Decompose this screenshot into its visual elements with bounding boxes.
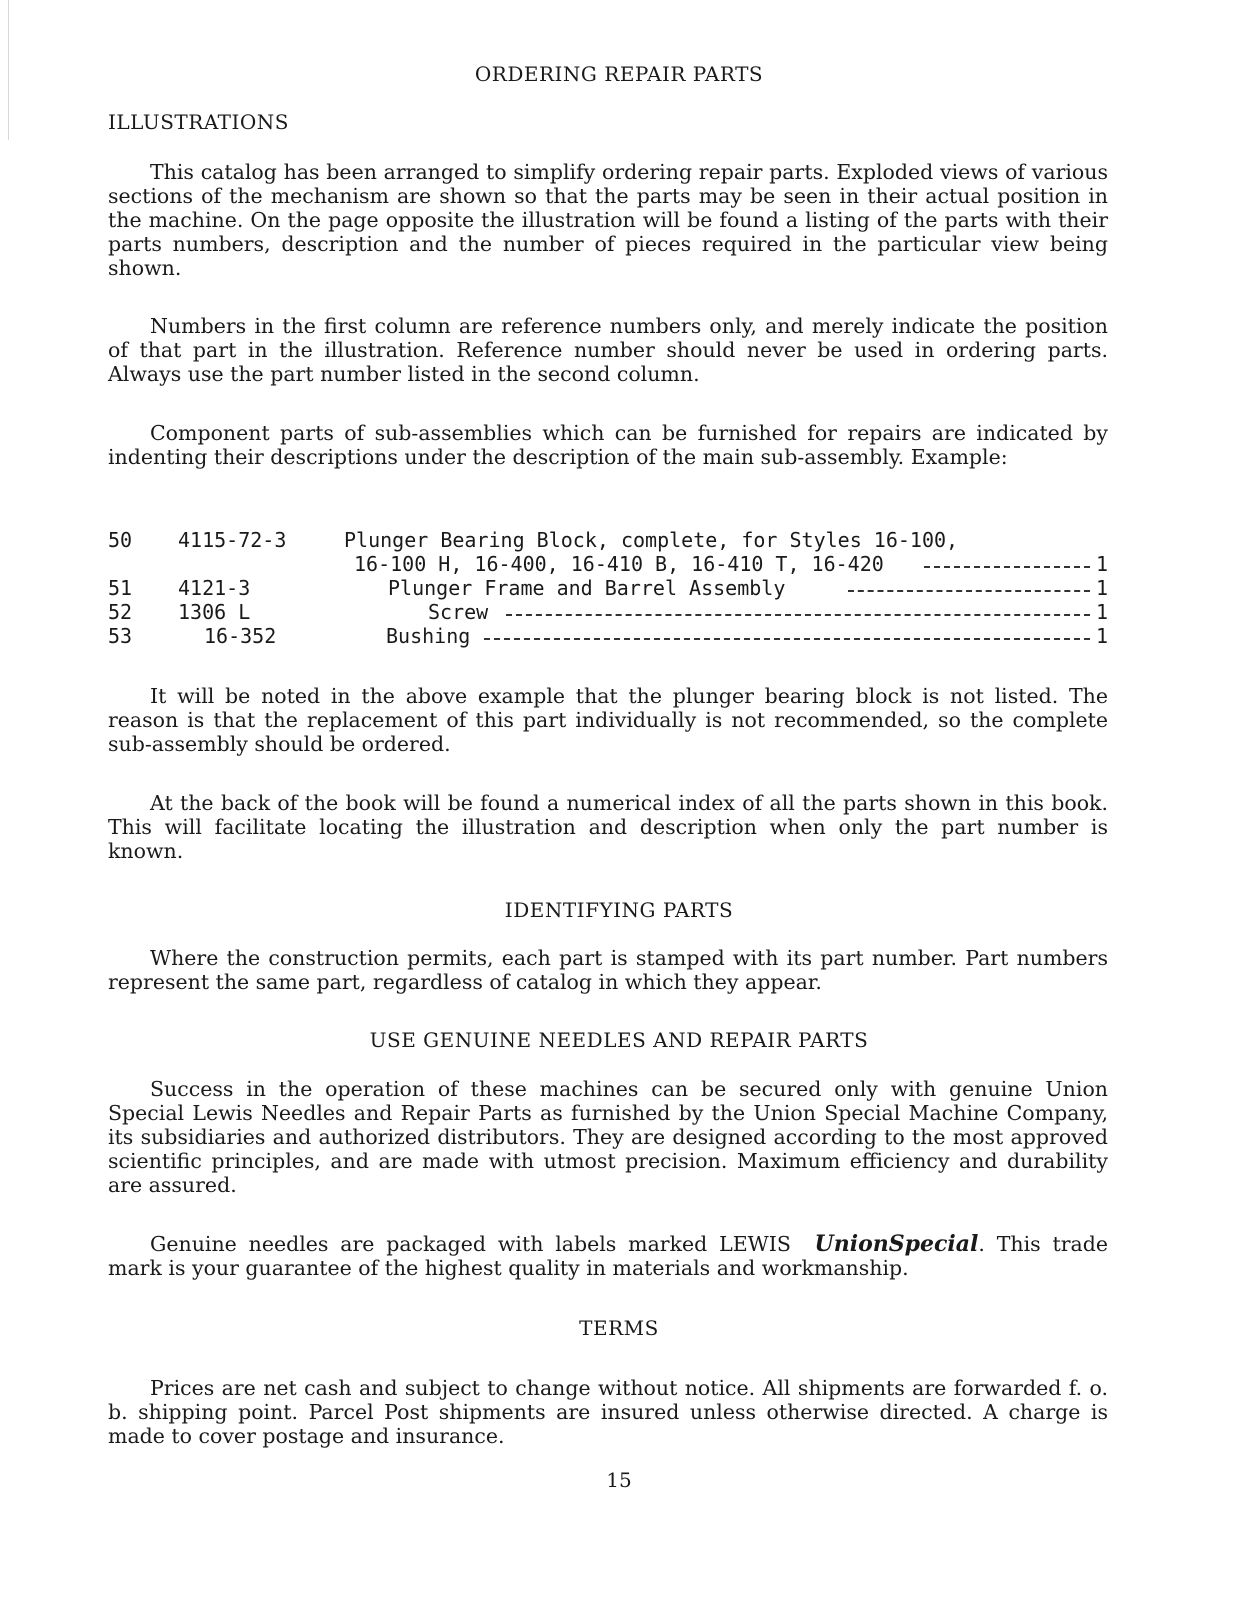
union-special-logo: UnionSpecial <box>814 1231 979 1257</box>
quantity: 1 <box>1095 624 1108 648</box>
leader-dashes <box>848 590 1090 592</box>
paragraph-genuine-1 <box>108 1077 1108 1197</box>
text-after-brand: . This trade mark is your guarantee of the highest quality in materials and workmanship. <box>108 1232 1108 1280</box>
paragraph-text: Numbers in the first column are reference numbers only, and merely indicate the position of that part in the illustration. Reference number should never be used in ordering parts. Always use the part number listed in the second column. <box>108 314 1108 386</box>
paragraph-illustrations-1 <box>108 160 1108 280</box>
leader-dashes <box>924 566 1090 568</box>
table-row <box>108 552 1108 576</box>
part-number: 4121-3 <box>178 576 251 600</box>
page-number: 15 <box>606 1468 632 1492</box>
section-heading-illustrations: ILLUSTRATIONS <box>108 110 290 134</box>
text-before-brand: Genuine needles are packaged with labels marked LEWIS <box>150 1232 791 1256</box>
section-heading-genuine: USE GENUINE NEEDLES AND REPAIR PARTS <box>369 1028 869 1052</box>
quantity: 1 <box>1095 552 1108 576</box>
table-row <box>108 576 1108 600</box>
part-description: Plunger Bearing Block, complete, for Styles 16-100, <box>344 528 959 552</box>
paragraph-terms-1 <box>108 1376 1108 1448</box>
ref-number: 53 <box>108 624 133 648</box>
paragraph-text: At the back of the book will be found a numerical index of all the parts shown in this book. This will facilitate locating the illustration and description when only the part number is known. <box>108 791 1108 863</box>
part-number: 4115-72-3 <box>178 528 287 552</box>
paragraph-text: Prices are net cash and subject to change without notice. All shipments are forwarded f. o. b. shipping point. Parcel Post shipments are insured unless otherwise directed. A charge is made to cover postage and insurance. <box>108 1376 1108 1448</box>
leader-dashes <box>484 638 1090 640</box>
quantity: 1 <box>1095 600 1108 624</box>
paragraph-text: Where the construction permits, each part is stamped with its part number. Part numbers represent the same part, regardless of catalog in which they appear. <box>108 946 1108 994</box>
table-row <box>108 600 1108 624</box>
section-heading-terms: TERMS <box>579 1316 659 1340</box>
part-number: 1306 L <box>178 600 251 624</box>
paragraph-text: It will be noted in the above example that the plunger bearing block is not listed. The reason is that the replacement of this part individually is not recommended, so the complete sub-assembly should be ordered. <box>108 684 1108 756</box>
ref-number: 52 <box>108 600 133 624</box>
table-row <box>108 528 1108 552</box>
part-description: Screw <box>428 600 489 624</box>
part-description-continued: 16-100 H, 16-400, 16-410 B, 16-410 T, 16-420 <box>354 552 884 576</box>
paragraph-text <box>108 1232 1108 1280</box>
table-row <box>108 624 1108 648</box>
paragraph-illustrations-3 <box>108 421 1108 469</box>
leader-dashes <box>506 614 1090 616</box>
paragraph-illustrations-5 <box>108 791 1108 863</box>
quantity: 1 <box>1095 576 1108 600</box>
paragraph-text: Component parts of sub-assemblies which can be furnished for repairs are indicated by indenting their descriptions under the description of the main sub-assembly. Example: <box>108 421 1108 469</box>
ref-number: 51 <box>108 576 133 600</box>
paragraph-illustrations-2 <box>108 314 1108 386</box>
paragraph-identifying-1 <box>108 946 1108 994</box>
ref-number: 50 <box>108 528 133 552</box>
part-number: 16-352 <box>204 624 277 648</box>
part-description: Plunger Frame and Barrel Assembly <box>388 576 786 600</box>
paragraph-text: Success in the operation of these machines can be secured only with genuine Union Special Lewis Needles and Repair Parts as furnished by the Union Special Machine Company, its subsidiaries and authorized distributors. They are designed according to the most approved scientific principles, and are made with utmost precision. Maximum efficiency and durability are assured. <box>108 1077 1108 1197</box>
paragraph-illustrations-4 <box>108 684 1108 756</box>
page-title: ORDERING REPAIR PARTS <box>474 62 764 86</box>
section-heading-identifying: IDENTIFYING PARTS <box>504 898 734 922</box>
paragraph-genuine-2 <box>108 1232 1108 1280</box>
paragraph-text: This catalog has been arranged to simplify ordering repair parts. Exploded views of various sections of the mechanism are shown so that the parts may be seen in their actual position in the machine. On the page opposite the illustration will be found a listing of the parts with their parts numbers, description and the number of pieces required in the particular view being shown. <box>108 160 1108 280</box>
part-description: Bushing <box>386 624 471 648</box>
